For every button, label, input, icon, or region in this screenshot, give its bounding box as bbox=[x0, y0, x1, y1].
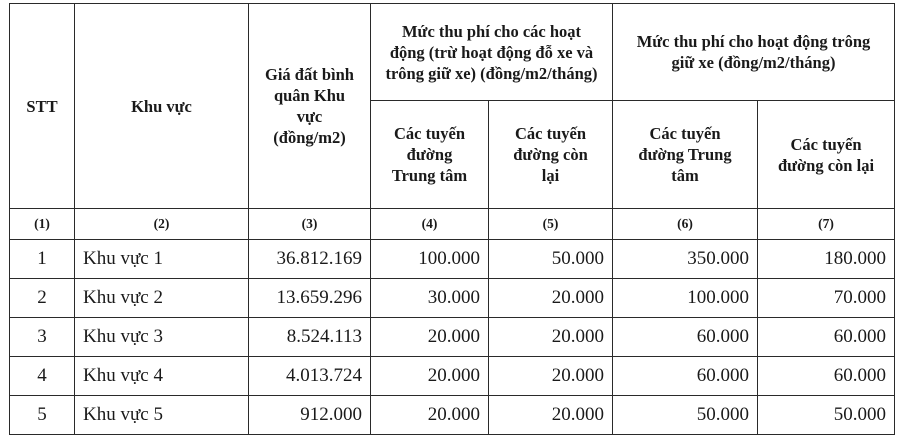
area-number: 5 bbox=[153, 404, 163, 425]
cell-activity-other: 20.000 bbox=[489, 279, 613, 318]
cell-activity-other: 50.000 bbox=[489, 240, 613, 279]
area-number: 1 bbox=[153, 248, 163, 269]
cell-activity-center: 20.000 bbox=[371, 318, 489, 357]
column-number: (5) bbox=[489, 209, 613, 240]
cell-area bbox=[75, 240, 249, 279]
column-number: (1) bbox=[10, 209, 75, 240]
area-label: Khu vực bbox=[83, 248, 149, 269]
cell-parking-other: 60.000 bbox=[758, 318, 895, 357]
cell-area bbox=[75, 396, 249, 435]
cell-area bbox=[75, 279, 249, 318]
column-number-row bbox=[10, 209, 895, 240]
cell-activity-other: 20.000 bbox=[489, 318, 613, 357]
column-number: (4) bbox=[371, 209, 489, 240]
column-number: (7) bbox=[758, 209, 895, 240]
header-activity-fee-group: Mức thu phí cho các hoạt động (trừ hoạt động đỗ xe và trông giữ xe) (đồng/m2/tháng) bbox=[371, 4, 613, 101]
cell-activity-center: 20.000 bbox=[371, 357, 489, 396]
cell-stt: 5 bbox=[10, 396, 75, 435]
fee-table-document bbox=[9, 3, 895, 435]
cell-activity-center: 20.000 bbox=[371, 396, 489, 435]
table-row bbox=[10, 396, 895, 435]
cell-area bbox=[75, 357, 249, 396]
cell-land-price: 13.659.296 bbox=[249, 279, 371, 318]
column-number: (6) bbox=[613, 209, 758, 240]
cell-parking-other: 70.000 bbox=[758, 279, 895, 318]
cell-land-price: 4.013.724 bbox=[249, 357, 371, 396]
header-stt: STT bbox=[10, 4, 75, 209]
column-number: (3) bbox=[249, 209, 371, 240]
header-parking-other: Các tuyến đường còn lại bbox=[758, 101, 895, 209]
cell-parking-center: 350.000 bbox=[613, 240, 758, 279]
cell-stt: 3 bbox=[10, 318, 75, 357]
cell-parking-center: 60.000 bbox=[613, 357, 758, 396]
cell-parking-other: 50.000 bbox=[758, 396, 895, 435]
area-number: 2 bbox=[153, 287, 163, 308]
area-label: Khu vực bbox=[83, 404, 149, 425]
area-label: Khu vực bbox=[83, 287, 149, 308]
cell-parking-other: 60.000 bbox=[758, 357, 895, 396]
fee-table bbox=[9, 3, 895, 435]
cell-land-price: 912.000 bbox=[249, 396, 371, 435]
cell-land-price: 8.524.113 bbox=[249, 318, 371, 357]
table-row bbox=[10, 279, 895, 318]
cell-activity-other: 20.000 bbox=[489, 357, 613, 396]
table-row bbox=[10, 240, 895, 279]
header-activity-center: Các tuyến đường Trung tâm bbox=[371, 101, 489, 209]
cell-stt: 4 bbox=[10, 357, 75, 396]
cell-parking-center: 100.000 bbox=[613, 279, 758, 318]
area-label: Khu vực bbox=[83, 326, 149, 347]
table-row bbox=[10, 318, 895, 357]
cell-parking-center: 60.000 bbox=[613, 318, 758, 357]
cell-area bbox=[75, 318, 249, 357]
area-number: 4 bbox=[153, 365, 163, 386]
area-label: Khu vực bbox=[83, 365, 149, 386]
area-number: 3 bbox=[153, 326, 163, 347]
header-parking-center: Các tuyến đường Trung tâm bbox=[613, 101, 758, 209]
header-area: Khu vực bbox=[75, 4, 249, 209]
cell-stt: 1 bbox=[10, 240, 75, 279]
header-land-price: Giá đất bình quân Khu vực (đồng/m2) bbox=[249, 4, 371, 209]
cell-parking-other: 180.000 bbox=[758, 240, 895, 279]
cell-activity-center: 30.000 bbox=[371, 279, 489, 318]
header-activity-other: Các tuyến đường còn lại bbox=[489, 101, 613, 209]
header-parking-fee-group: Mức thu phí cho hoạt động trông giữ xe (đồng/m2/tháng) bbox=[613, 4, 895, 101]
cell-land-price: 36.812.169 bbox=[249, 240, 371, 279]
cell-parking-center: 50.000 bbox=[613, 396, 758, 435]
table-row bbox=[10, 357, 895, 396]
cell-activity-other: 20.000 bbox=[489, 396, 613, 435]
column-number: (2) bbox=[75, 209, 249, 240]
cell-stt: 2 bbox=[10, 279, 75, 318]
cell-activity-center: 100.000 bbox=[371, 240, 489, 279]
